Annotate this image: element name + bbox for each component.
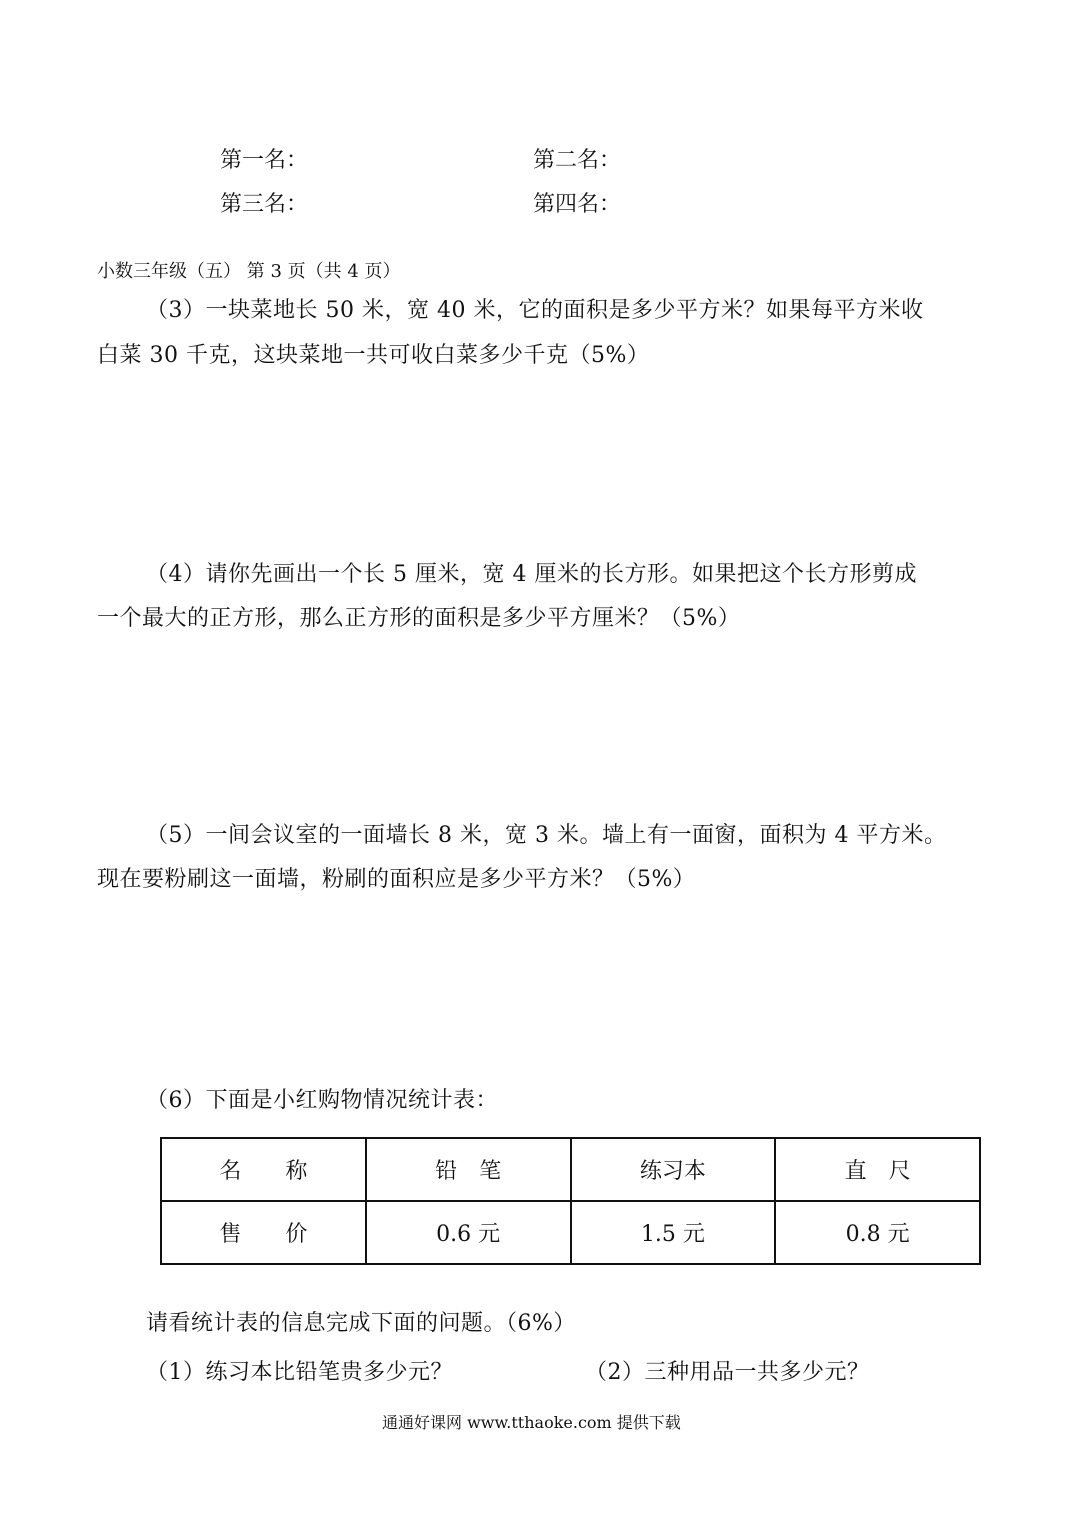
table-cell: 0.8 元 <box>775 1201 980 1264</box>
table-row <box>161 1201 980 1264</box>
table-cell: 铅 笔 <box>366 1138 571 1201</box>
page-header: 小数三年级（五） 第 3 页（共 4 页） <box>97 261 401 282</box>
rank-second-label: 第二名： <box>533 148 622 173</box>
table-cell: 售 价 <box>161 1201 366 1264</box>
table-cell: 1.5 元 <box>571 1201 776 1264</box>
question-5-line-2: 现在要粉刷这一面墙，粉刷的面积应是多少平方米？（5%） <box>97 867 696 892</box>
followup-instruction: 请看统计表的信息完成下面的问题。（6%） <box>146 1311 576 1336</box>
table-cell: 名 称 <box>161 1138 366 1201</box>
question-6-intro: （6）下面是小红购物情况统计表： <box>146 1088 498 1113</box>
question-4-line-2: 一个最大的正方形，那么正方形的面积是多少平方厘米？（5%） <box>97 606 741 631</box>
followup-question-1: （1）练习本比铅笔贵多少元？ <box>146 1360 453 1385</box>
rank-third-label: 第三名： <box>220 192 309 217</box>
question-3-line-2: 白菜 30 千克，这块菜地一共可收白菜多少千克（5%） <box>97 343 650 368</box>
followup-question-2: （2）三种用品一共多少元？ <box>585 1360 870 1385</box>
question-3-line-1: （3）一块菜地长 50 米，宽 40 米，它的面积是多少平方米？如果每平方米收 <box>146 298 924 323</box>
page-footer: 通通好课网 www.tthaoke.com 提供下载 <box>382 1413 681 1432</box>
question-5-line-1: （5）一间会议室的一面墙长 8 米，宽 3 米。墙上有一面窗，面积为 4 平方米。 <box>146 823 947 848</box>
rank-fourth-label: 第四名： <box>533 192 622 217</box>
rank-first-label: 第一名： <box>220 148 309 173</box>
table-header-row <box>161 1138 980 1201</box>
question-4-line-1: （4）请你先画出一个长 5 厘米，宽 4 厘米的长方形。如果把这个长方形剪成 <box>146 562 917 587</box>
shopping-stats-table <box>160 1137 981 1265</box>
table-cell: 0.6 元 <box>366 1201 571 1264</box>
table-cell: 练习本 <box>571 1138 776 1201</box>
table-cell: 直 尺 <box>775 1138 980 1201</box>
